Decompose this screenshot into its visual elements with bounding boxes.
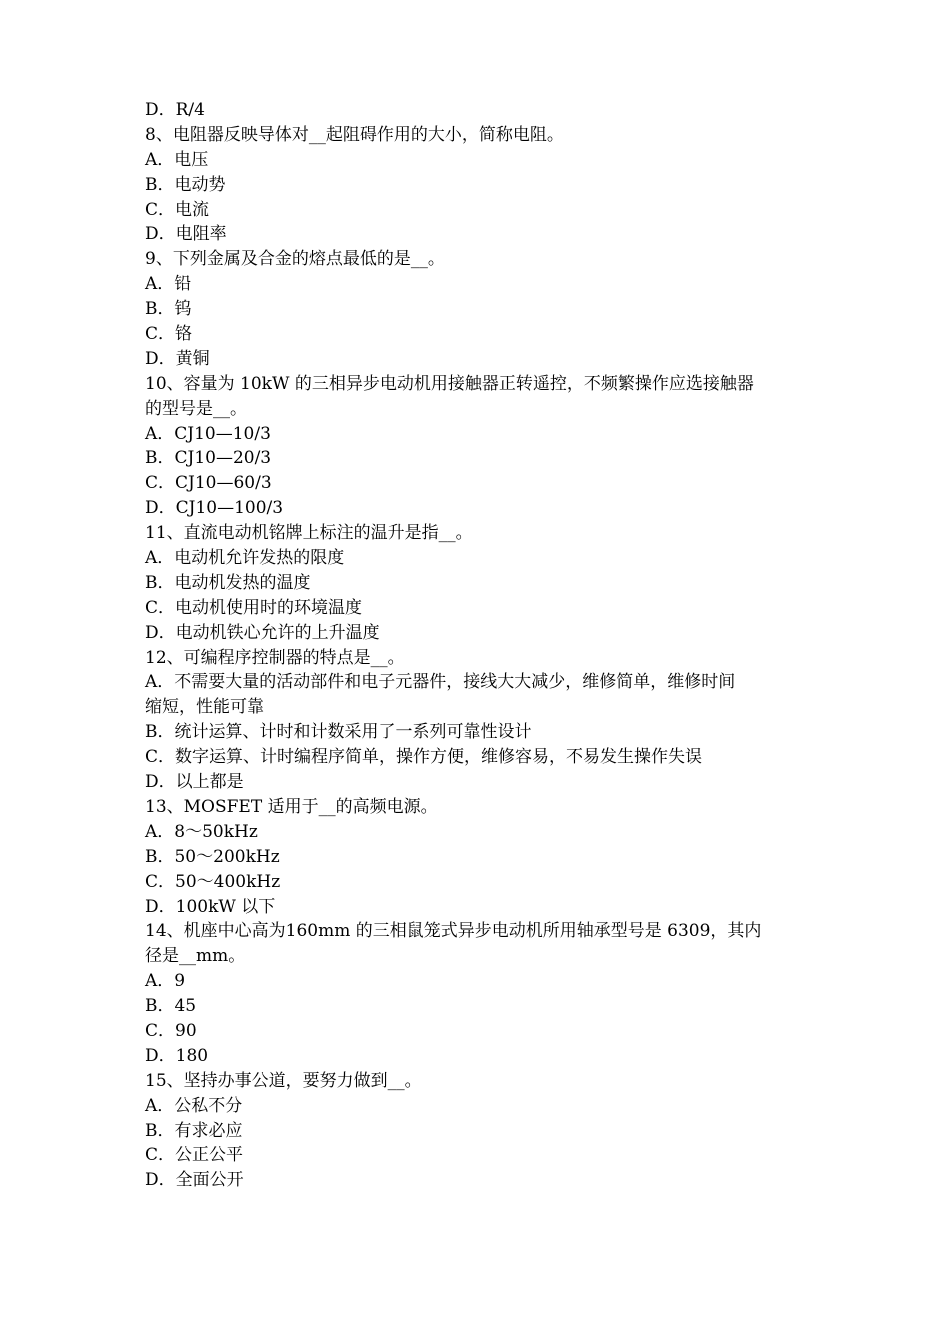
option-line: D．黄铜 — [145, 348, 210, 369]
option-line: D．电阻率 — [145, 224, 227, 245]
option-line: C．铬 — [145, 324, 193, 345]
option-line: C．CJ10—60/3 — [145, 473, 272, 494]
question-line: 12、可编程序控制器的特点是__。 — [145, 647, 405, 668]
option-line: C．公正公平 — [145, 1145, 244, 1166]
option-line: B．CJ10—20/3 — [145, 448, 272, 469]
option-line: A．不需要大量的活动部件和电子元器件，接线大大减少，维修简单，维修时间 — [145, 672, 736, 693]
option-line: A．8～50kHz — [145, 821, 258, 842]
question-line-continued: 径是__mm。 — [145, 946, 246, 967]
option-line: B．45 — [145, 996, 197, 1017]
option-line: D．电动机铁心允许的上升温度 — [145, 622, 380, 643]
option-line: D．全面公开 — [145, 1170, 244, 1191]
option-line: C．50～400kHz — [145, 871, 281, 892]
option-line: C．电动机使用时的环境温度 — [145, 597, 363, 618]
option-line: A．电动机允许发热的限度 — [145, 548, 345, 569]
option-line-continued: 缩短，性能可靠 — [145, 697, 264, 718]
option-line: D．R/4 — [145, 100, 205, 120]
option-line: B．电动势 — [145, 174, 226, 195]
document-text — [145, 98, 815, 1193]
option-line: A．铅 — [145, 274, 192, 295]
question-line: 14、机座中心高为160mm 的三相鼠笼式异步电动机所用轴承型号是 6309，其内 — [145, 921, 762, 942]
question-line: 13、MOSFET 适用于__的高频电源。 — [145, 796, 438, 817]
option-line: B．钨 — [145, 299, 192, 320]
option-line: B．有求必应 — [145, 1120, 243, 1141]
option-line: B．50～200kHz — [145, 846, 280, 867]
option-line: A．电压 — [145, 149, 209, 170]
option-line: D．100kW 以下 — [145, 896, 276, 917]
question-line: 10、容量为 10kW 的三相异步电动机用接触器正转遥控，不频繁操作应选接触器 — [145, 373, 754, 394]
option-line: B．统计运算、计时和计数采用了一系列可靠性设计 — [145, 722, 532, 743]
option-line: B．电动机发热的温度 — [145, 572, 311, 593]
option-line: C．数字运算、计时编程序简单，操作方便，维修容易，不易发生操作失误 — [145, 747, 703, 768]
question-line: 15、坚持办事公道，要努力做到__。 — [145, 1070, 422, 1091]
option-line: A．9 — [145, 971, 186, 992]
option-line: D．以上都是 — [145, 772, 244, 793]
question-line-continued: 的型号是__。 — [145, 398, 247, 419]
option-line: A．公私不分 — [145, 1095, 243, 1116]
question-line: 8、电阻器反映导体对__起阻碍作用的大小，简称电阻。 — [145, 124, 564, 145]
option-line: A．CJ10—10/3 — [145, 423, 271, 444]
option-line: D．CJ10—100/3 — [145, 498, 284, 519]
option-line: C．90 — [145, 1020, 197, 1041]
option-line: D．180 — [145, 1045, 209, 1066]
option-line: C．电流 — [145, 199, 210, 220]
question-line: 9、下列金属及合金的熔点最低的是__。 — [145, 249, 445, 270]
question-line: 11、直流电动机铭牌上标注的温升是指__。 — [145, 523, 473, 544]
